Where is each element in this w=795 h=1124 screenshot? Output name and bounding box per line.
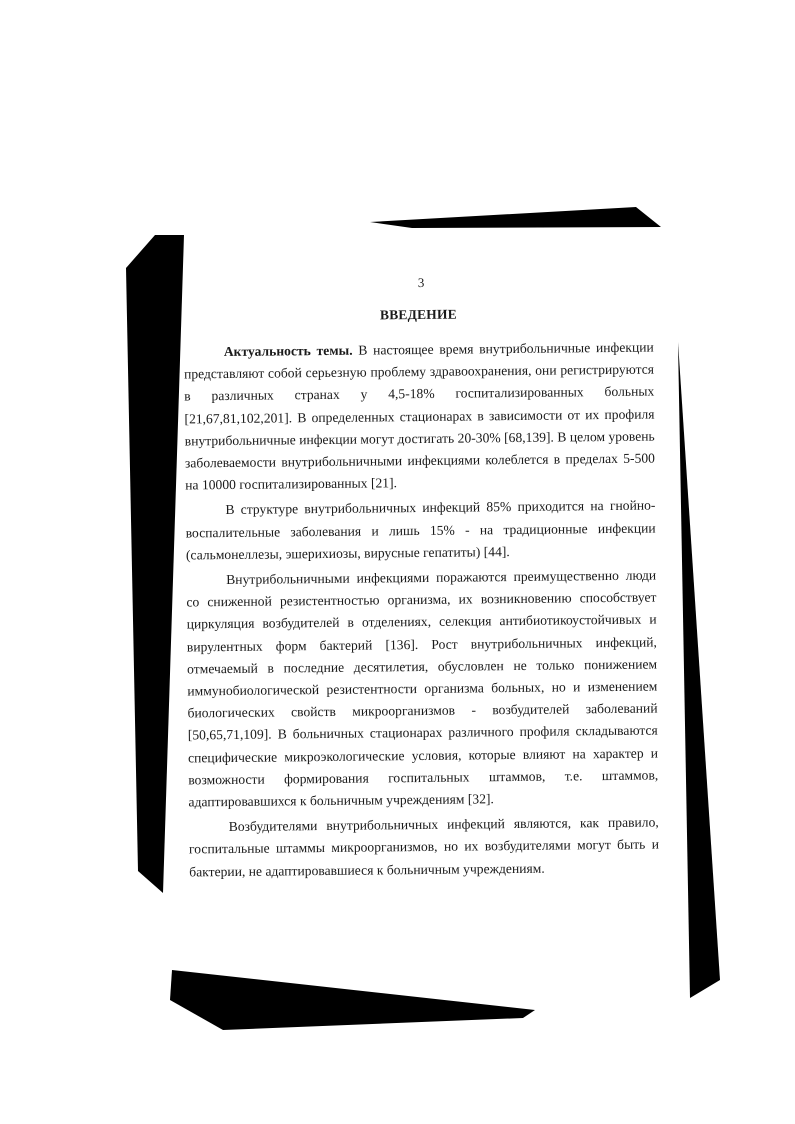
paragraph-text: Возбудителями внутрибольничных инфекций являются, как правило, госпитальные штаммы микроорганизмов, но их возбудителями могут быть и бактерии, не адаптировавшиеся к больничным учреждениям.	[188, 814, 660, 880]
paragraph-susceptibility	[186, 565, 659, 814]
document-page	[183, 273, 659, 884]
paragraph-text: В настоящее время внутрибольничные инфекции представляют собой серьезную проблему здравоохранения, они регистрируются в различных странах у 4,5-18% госпитализированных больных [21,67,81,102,201]. В определенных стационарах в зависимости от их профиля внутрибольничные инфекции могут достигать 20-30% [68,139]. В целом уровень заболеваемости внутрибольничными инфекциями колеблется в пределах 5-500 на 10000 госпитализированных [21].	[183, 339, 656, 493]
paragraph-lead: Актуальность темы.	[223, 342, 353, 360]
right-shadow	[678, 342, 720, 998]
top-right-shadow	[370, 207, 661, 228]
bottom-shadow	[170, 970, 535, 1030]
paragraph-structure	[185, 495, 656, 567]
page-number: 3	[417, 274, 425, 291]
paragraph-text: В структуре внутрибольничных инфекций 85% приходится на гнойно-воспалительные заболевания и лишь 15% - на традиционные инфекции (сальмонеллезы, эшерихиозы, вирусные гепатиты) [44].	[185, 497, 656, 563]
paragraph-text: Внутрибольничными инфекциями поражаются преимущественно люди со сниженной резистентностью организма, их возникновению способствует циркуляция возбудителей в отделениях, селекция антибиотикоустойчивых и вирулентных форм бактерий [136]. Рост внутрибольничных инфекций, отмечаемый в последние десятилетия, обусловлен не только понижением иммунобиологической резистентности организма больных, но и изменением биологических свойств микроорганизмов - возбудителей заболеваний [50,65,71,109]. В больничных стационарах различного профиля складываются специфические микроэкологические условия, которые влияют на характер и возможности формирования госпитальных штаммов, т.е. штаммов, адаптировавшихся к больничным учреждениям [32].	[186, 567, 659, 810]
paragraph-relevance	[184, 337, 656, 497]
paragraph-pathogens	[189, 812, 660, 884]
left-shadow	[126, 235, 184, 893]
page-title: ВВЕДЕНИЕ	[379, 306, 457, 323]
